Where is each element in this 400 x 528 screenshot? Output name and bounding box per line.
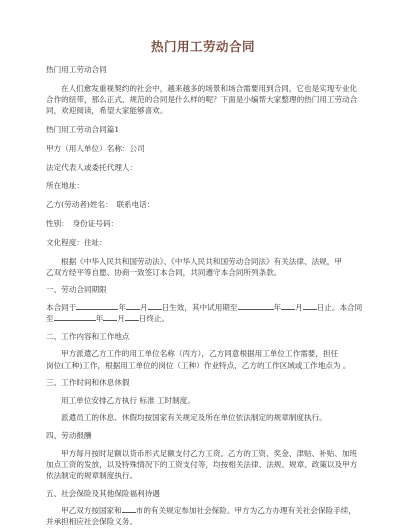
blank-underline <box>303 302 317 310</box>
party-b-education: 文化程度：住址： <box>46 237 107 247</box>
legal-basis-paragraph <box>46 256 360 278</box>
blank-underline <box>103 313 117 321</box>
work-hours-line: 用工单位安排乙方执行 标准 工时制度。 <box>61 395 195 405</box>
term-text: 月 <box>295 302 303 312</box>
insurance-text: 市的有关规定参加社会保险。甲方为乙方办理有关社会保险手续， <box>135 506 356 516</box>
document-subtitle: 热门用工劳动合同 <box>46 65 107 74</box>
section-heading: 五、社会保险及其他保险福利待遇 <box>46 488 160 498</box>
section-heading: 二、工作内容和工作地点 <box>46 331 130 341</box>
term-text: 至 <box>46 314 54 324</box>
salary-line: 依法制定的规章制度执行。 <box>46 470 138 480</box>
insurance-text: 甲乙双方按国家和 <box>61 506 122 516</box>
section-heading: 一、劳动合同期限 <box>46 285 107 295</box>
blank-underline <box>122 505 136 513</box>
party-a-representative: 法定代表人或委托代理人： <box>46 162 138 172</box>
intro-line: 合作的纽带，那么正式、规范的合同是什么样的呢？下面是小编帮大家整理的热门用工劳动合 <box>46 95 358 104</box>
work-content-paragraph <box>46 348 360 370</box>
party-b-name: 乙方(劳动者)姓名： 联系电话： <box>46 200 155 210</box>
term-text: 本合同于 <box>46 302 77 312</box>
section-heading: 三、工作时间和休息休假 <box>46 378 130 388</box>
section-heading: 四、劳动报酬 <box>46 430 92 440</box>
intro-paragraph <box>46 83 360 117</box>
blank-underline <box>126 302 140 310</box>
term-text: 月 <box>117 314 125 324</box>
term-text: 日终止。 <box>138 314 170 324</box>
contract-title: 热门用工劳动合同篇1 <box>46 125 120 134</box>
insurance-line <box>46 505 360 516</box>
document-title: 热门用工劳动合同 <box>150 39 255 54</box>
blank-underline <box>54 313 96 321</box>
blank-underline <box>148 302 162 310</box>
legal-basis-line: 乙双方经平等自愿、协商一致签订本合同，共同遵守本合同所列条款。 <box>46 267 282 277</box>
contract-term-line <box>46 313 360 324</box>
legal-basis-line: 根据《中华人民共和国劳动法》、《中华人民共和国劳动合同法》有关法律、法规，甲 <box>61 256 342 266</box>
term-text: 月 <box>139 302 148 312</box>
blank-underline <box>125 313 139 321</box>
intro-line: 同，欢迎阅读，希望大家能够喜欢。 <box>46 106 168 116</box>
blank-underline <box>76 302 118 310</box>
term-text: 年 <box>273 302 282 312</box>
salary-line: 加点工资的发放，以及特殊情况下的工资支付等，均按相关法律、法规、规章、政策以及甲方 <box>46 459 358 469</box>
party-a-name: 甲方（用人单位）名称：公司 <box>46 143 145 153</box>
term-text: 日生效，其中试用期至 <box>161 302 238 312</box>
party-a-address: 所在地址： <box>46 181 84 191</box>
term-text: 年 <box>118 302 126 312</box>
term-text: 年 <box>95 314 104 324</box>
work-content-line: 岗位(工种)工作，根据用工单位的岗位（工种）作业特点，乙方的工作区域或工作地点为 。 <box>46 360 351 370</box>
party-b-gender: 性别： 身份证号码： <box>46 218 119 228</box>
blank-underline <box>238 302 274 310</box>
intro-line: 在人们愈发重视契约的社会中，越来越多的场景和场合需要用到合同，它也是实现专业化 <box>61 83 358 93</box>
blank-underline <box>281 302 295 310</box>
work-hours-line: 派遣员工的休息、休假均按国家有关规定及所在单位依法制定的规章制度执行。 <box>61 413 327 423</box>
salary-paragraph <box>46 448 360 482</box>
term-text: 日止。本合同 <box>316 302 363 312</box>
work-content-line: 甲方派遣乙方工作的用工单位名称（丙方），乙方同意根据用工单位工作需要，担任 <box>61 349 339 359</box>
contract-term-line <box>46 302 363 313</box>
salary-line: 甲方每月按时足额以货币形式足额支付乙方工资。乙方的工资、奖金、津贴、补贴、加班 <box>61 448 358 458</box>
insurance-line: 并承担相应社会保险义务。 <box>46 517 138 527</box>
